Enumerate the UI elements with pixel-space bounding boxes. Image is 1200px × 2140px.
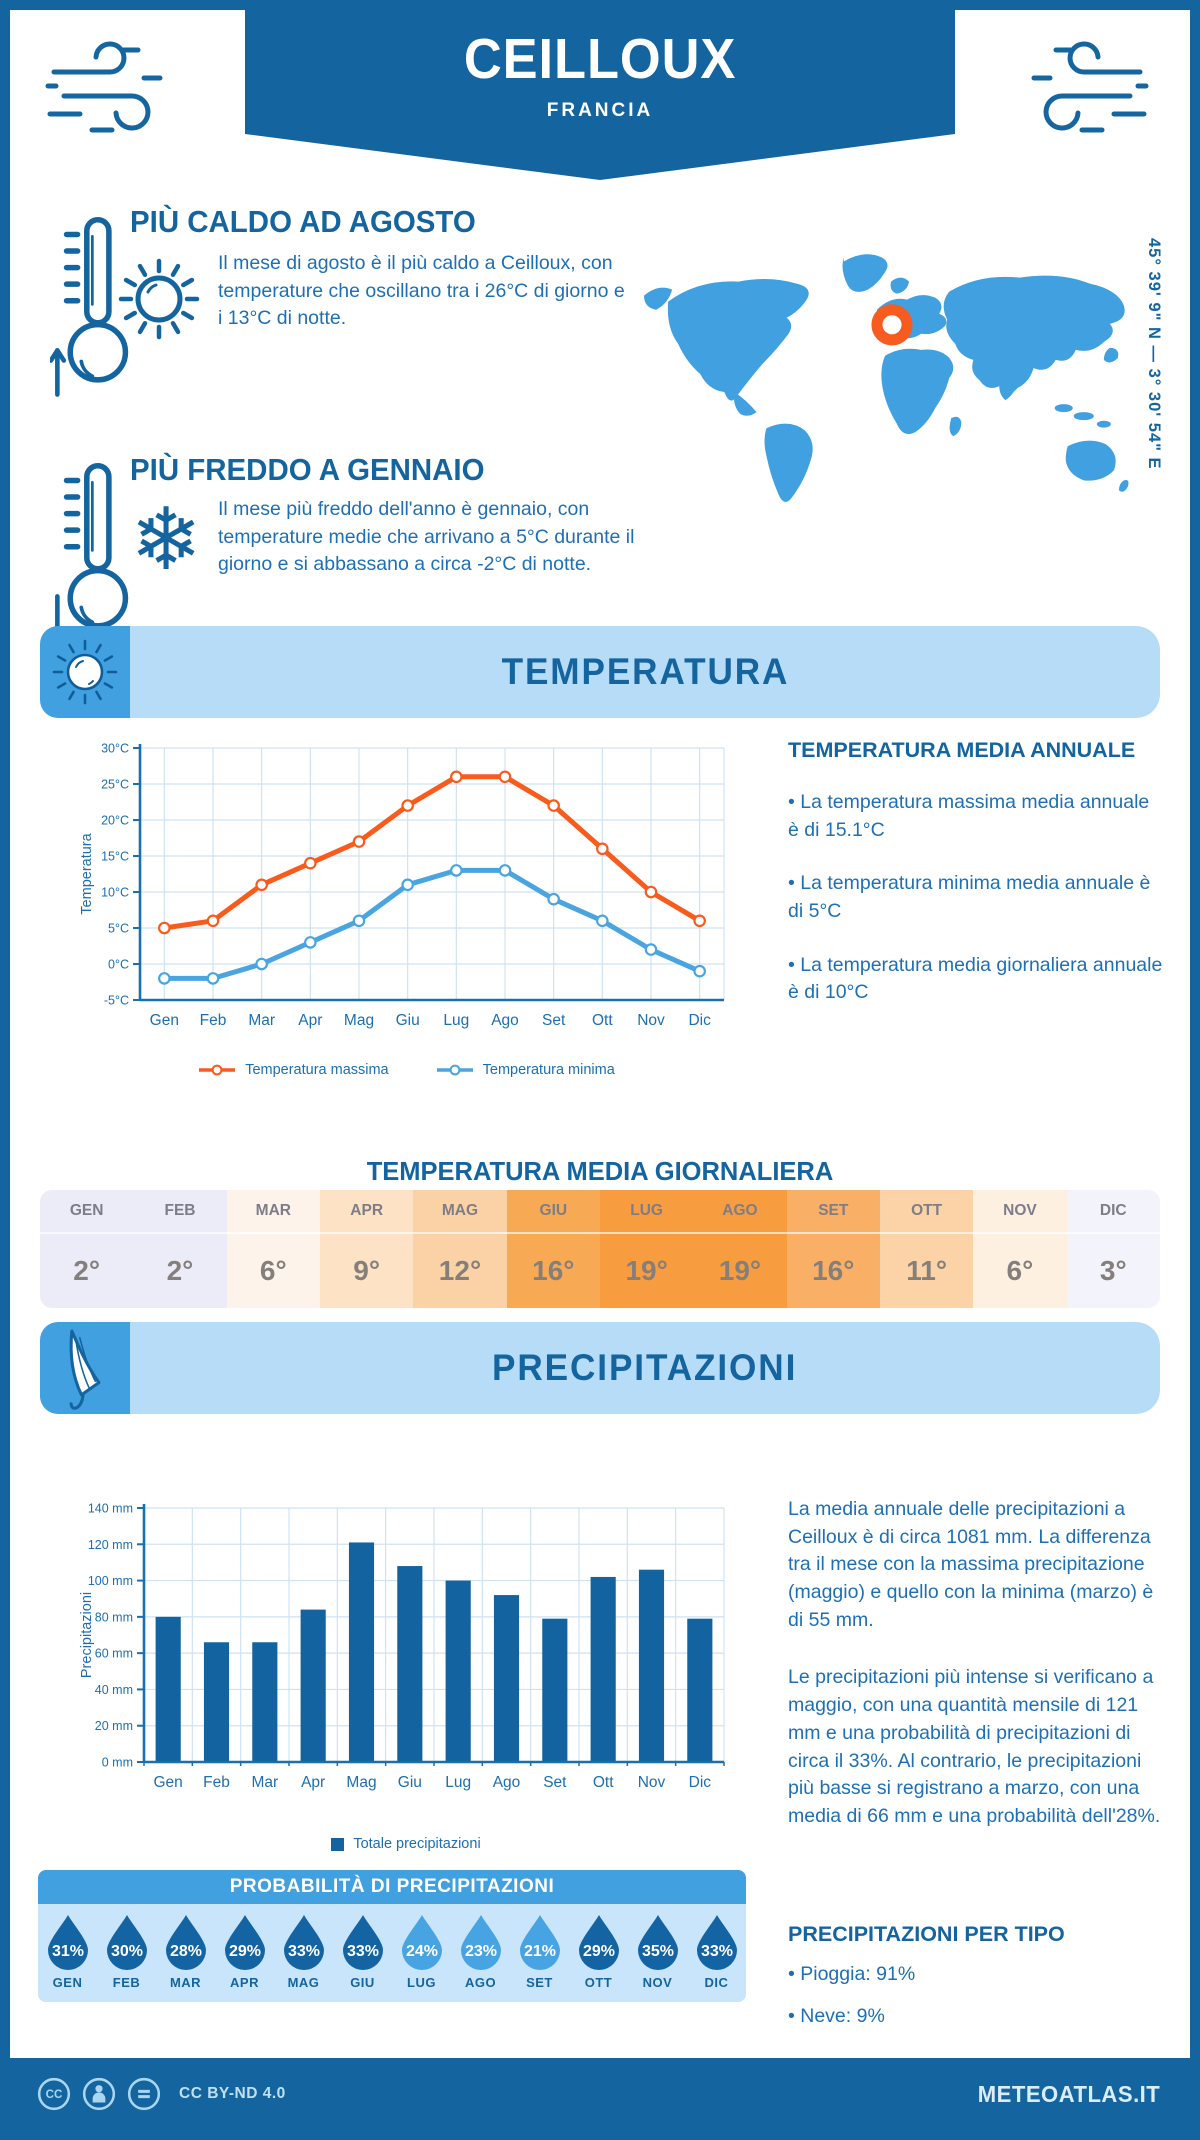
temp-table — [40, 1190, 1160, 1308]
temp-table-month: MAG — [413, 1190, 506, 1234]
bar-Ott — [591, 1577, 616, 1762]
by-type-item: • Neve: 9% — [788, 2005, 885, 2028]
svg-text:-5°C: -5°C — [103, 993, 129, 1008]
temp-table-column — [413, 1190, 506, 1308]
raindrop-icon — [517, 1914, 563, 1972]
svg-text:Apr: Apr — [298, 1012, 323, 1029]
precipitation-chart-legend — [76, 1836, 736, 1852]
svg-text:Temperatura: Temperatura — [79, 833, 95, 915]
svg-text:Mag: Mag — [346, 1774, 377, 1791]
temp-table-month: LUG — [600, 1190, 693, 1234]
location-marker — [877, 310, 907, 340]
temp-table-column — [507, 1190, 600, 1308]
cc-by-person-icon — [81, 2076, 117, 2112]
hot-month-text: Il mese di agosto è il più caldo a Ceilloux, con temperature che oscillano tra i 26°C di giorno e i 13°C di notte. — [218, 252, 625, 330]
temp-table-column — [227, 1190, 320, 1308]
probability-drop — [569, 1914, 628, 1990]
svg-text:21%: 21% — [523, 1943, 556, 1960]
probability-drop — [156, 1914, 215, 1990]
raindrop-icon — [222, 1914, 268, 1972]
temp-table-value: 6° — [259, 1255, 287, 1286]
raindrop-icon — [576, 1914, 622, 1972]
temperature-section-banner — [40, 626, 1160, 718]
bar-Dic — [687, 1619, 712, 1762]
svg-text:Mar: Mar — [248, 1012, 276, 1029]
sun-icon — [110, 250, 208, 348]
svg-text:Feb: Feb — [199, 1012, 227, 1029]
temp-table-month: DIC — [1067, 1190, 1160, 1234]
probability-drop — [215, 1914, 274, 1990]
svg-text:Gen: Gen — [153, 1774, 183, 1791]
page-title: CEILLOUX — [463, 27, 737, 91]
temp-table-month: AGO — [693, 1190, 786, 1234]
svg-text:29%: 29% — [582, 1943, 615, 1960]
data-point — [256, 880, 266, 890]
probability-drop — [687, 1914, 746, 1990]
svg-text:Giu: Giu — [397, 1774, 422, 1791]
data-point — [548, 894, 558, 904]
svg-text:Nov: Nov — [637, 1774, 666, 1791]
bar-Apr — [301, 1610, 326, 1762]
temp-table-column — [693, 1190, 786, 1308]
svg-text:33%: 33% — [700, 1943, 733, 1960]
temp-table-column — [880, 1190, 973, 1308]
svg-text:5°C: 5°C — [108, 921, 129, 936]
temperature-section-title: TEMPERATURA — [501, 651, 789, 692]
temp-table-value: 6° — [1006, 1255, 1034, 1286]
svg-text:100 mm: 100 mm — [87, 1574, 133, 1589]
temp-table-month: GEN — [40, 1190, 133, 1234]
probability-drops-row — [38, 1904, 746, 2002]
svg-text:33%: 33% — [287, 1943, 320, 1960]
precipitation-probability-panel — [38, 1870, 746, 2002]
probability-panel-title: PROBABILITÀ DI PRECIPITAZIONI — [38, 1870, 746, 1904]
probability-drop — [38, 1914, 97, 1990]
probability-drop — [451, 1914, 510, 1990]
probability-drop — [97, 1914, 156, 1990]
wind-icon — [40, 28, 192, 160]
temperature-chart-legend — [76, 1062, 736, 1078]
cc-license-icons — [36, 2076, 286, 2112]
svg-text:Lug: Lug — [443, 1012, 470, 1029]
temp-table-value: 9° — [353, 1255, 381, 1286]
svg-text:140 mm: 140 mm — [87, 1501, 133, 1516]
sun-banner-icon — [40, 626, 130, 718]
temp-table-month: GIU — [507, 1190, 600, 1234]
svg-text:29%: 29% — [228, 1943, 261, 1960]
svg-text:20°C: 20°C — [101, 813, 129, 828]
temp-table-column — [133, 1190, 226, 1308]
coordinates-label: 45° 39' 9" N — 3° 30' 54" E — [1145, 238, 1163, 470]
svg-text:60 mm: 60 mm — [94, 1646, 133, 1661]
legend-item: Temperatura minima — [435, 1062, 615, 1078]
annual-bullet: • La temperatura minima media annuale è di 5°C — [788, 872, 1151, 923]
svg-text:30%: 30% — [110, 1943, 143, 1960]
probability-month-label: APR — [230, 1975, 259, 1990]
bar-Feb — [204, 1642, 229, 1762]
probability-month-label: OTT — [584, 1975, 613, 1990]
data-point — [646, 887, 656, 897]
temp-table-value: 3° — [1099, 1255, 1127, 1286]
svg-text:Giu: Giu — [395, 1012, 420, 1029]
cold-month-title: PIÙ FREDDO A GENNAIO — [130, 452, 485, 487]
data-point — [305, 858, 315, 868]
probability-month-label: AGO — [464, 1975, 497, 1990]
cc-nd-icon — [126, 2076, 162, 2112]
svg-text:31%: 31% — [51, 1943, 84, 1960]
raindrop-icon — [340, 1914, 386, 1972]
annual-bullet: • La temperatura media giornaliera annuale è di 10°C — [788, 953, 1163, 1004]
probability-month-label: MAG — [287, 1975, 320, 1990]
data-point — [402, 800, 412, 810]
bar-Giu — [397, 1566, 422, 1762]
svg-text:Gen: Gen — [149, 1012, 179, 1029]
svg-text:15°C: 15°C — [101, 849, 129, 864]
umbrella-banner-icon — [40, 1322, 130, 1414]
svg-text:Ott: Ott — [592, 1774, 614, 1791]
precipitation-paragraph: La media annuale delle precipitazioni a Ceilloux è di circa 1081 mm. La differenza tra il mese con la massima precipitazione (maggio) e quello con la minima (marzo) è di 55 mm. — [788, 1498, 1154, 1631]
data-point — [548, 800, 558, 810]
header-banner — [245, 10, 955, 134]
daily-temperature-title: TEMPERATURA MEDIA GIORNALIERA — [366, 1158, 834, 1186]
annual-temperature-title: TEMPERATURA MEDIA ANNUALE — [788, 738, 1136, 762]
data-point — [451, 865, 461, 875]
raindrop-icon — [104, 1914, 150, 1972]
probability-month-label: NOV — [642, 1975, 673, 1990]
probability-drop — [510, 1914, 569, 1990]
bar-Set — [542, 1619, 567, 1762]
page-subtitle: FRANCIA — [546, 100, 654, 121]
svg-text:33%: 33% — [346, 1943, 379, 1960]
data-point — [597, 844, 607, 854]
svg-text:Mar: Mar — [251, 1774, 279, 1791]
svg-text:Nov: Nov — [637, 1012, 665, 1029]
data-point — [500, 772, 510, 782]
footer-bar — [10, 2058, 1190, 2130]
raindrop-icon — [399, 1914, 445, 1972]
license-label: CC BY-ND 4.0 — [179, 2085, 286, 2102]
temp-table-month: NOV — [973, 1190, 1066, 1234]
wind-icon — [1002, 28, 1154, 160]
svg-text:Mag: Mag — [343, 1012, 375, 1029]
data-point — [597, 916, 607, 926]
temp-table-value: 2° — [73, 1255, 101, 1286]
by-type-item: • Pioggia: 91% — [788, 1963, 916, 1985]
probability-month-label: DIC — [704, 1975, 729, 1990]
precipitation-bar-chart — [76, 1496, 736, 1796]
data-point — [159, 923, 169, 933]
probability-drop — [628, 1914, 687, 1990]
svg-text:25°C: 25°C — [101, 777, 129, 792]
bar-Lug — [446, 1581, 471, 1762]
data-point — [354, 916, 364, 926]
svg-text:23%: 23% — [464, 1943, 497, 1960]
temperature-line-chart — [76, 734, 736, 1034]
raindrop-icon — [458, 1914, 504, 1972]
raindrop-icon — [45, 1914, 91, 1972]
bar-Ago — [494, 1595, 519, 1762]
bar-Nov — [639, 1570, 664, 1762]
svg-text:Apr: Apr — [301, 1774, 326, 1791]
legend-label: Totale precipitazioni — [353, 1836, 481, 1852]
svg-text:20 mm: 20 mm — [94, 1719, 133, 1734]
temp-table-month: MAR — [227, 1190, 320, 1234]
svg-text:80 mm: 80 mm — [94, 1610, 133, 1625]
annual-temperature-block — [788, 738, 1164, 1007]
data-point — [208, 973, 218, 983]
temp-table-column — [973, 1190, 1066, 1308]
raindrop-icon — [694, 1914, 740, 1972]
svg-text:40 mm: 40 mm — [94, 1682, 133, 1697]
svg-text:24%: 24% — [405, 1943, 438, 1960]
data-point — [354, 836, 364, 846]
precipitation-section-banner — [40, 1322, 1160, 1414]
svg-text:30°C: 30°C — [101, 741, 129, 756]
data-point — [694, 966, 704, 976]
temp-table-month: SET — [787, 1190, 880, 1234]
svg-text:0 mm: 0 mm — [101, 1755, 133, 1770]
bar-Gen — [156, 1617, 181, 1762]
probability-month-label: SET — [526, 1975, 553, 1990]
svg-text:Ott: Ott — [591, 1012, 613, 1029]
data-point — [500, 865, 510, 875]
precipitation-banner-body — [130, 1322, 1160, 1414]
header-banner-chevron — [245, 134, 955, 180]
temp-table-value: 19° — [625, 1255, 668, 1286]
cc-icon — [36, 2076, 72, 2112]
svg-text:Dic: Dic — [688, 1774, 712, 1791]
site-name: METEOATLAS.IT — [977, 2080, 1161, 2107]
probability-month-label: GIU — [350, 1975, 375, 1990]
probability-month-label: FEB — [112, 1975, 141, 1990]
data-point — [646, 944, 656, 954]
probability-month-label: GEN — [52, 1975, 83, 1990]
precipitation-by-type-title: PRECIPITAZIONI PER TIPO — [788, 1922, 1065, 1946]
svg-text:Lug: Lug — [445, 1774, 472, 1791]
temp-table-column — [600, 1190, 693, 1308]
probability-month-label: LUG — [407, 1975, 436, 1990]
probability-drop — [392, 1914, 451, 1990]
temp-table-value: 19° — [718, 1255, 762, 1286]
svg-text:Set: Set — [543, 1774, 567, 1791]
precipitation-summary — [788, 1496, 1166, 1861]
probability-month-label: MAR — [169, 1975, 202, 1990]
svg-text:CC: CC — [45, 2088, 63, 2102]
temp-table-column — [787, 1190, 880, 1308]
svg-text:10°C: 10°C — [101, 885, 129, 900]
svg-text:Ago: Ago — [491, 1012, 519, 1029]
bar-Mar — [252, 1642, 277, 1762]
raindrop-icon — [635, 1914, 681, 1972]
temp-table-column — [1067, 1190, 1160, 1308]
temp-table-column — [320, 1190, 413, 1308]
bar-Mag — [349, 1542, 374, 1762]
svg-text:Precipitazioni: Precipitazioni — [79, 1591, 95, 1679]
svg-text:Feb: Feb — [203, 1774, 230, 1791]
temp-table-month: APR — [320, 1190, 413, 1234]
temp-table-value: 16° — [812, 1255, 855, 1286]
legend-item: Temperatura massima — [197, 1062, 388, 1078]
precipitation-section-title: PRECIPITAZIONI — [492, 1347, 798, 1388]
cold-month-text: Il mese più freddo dell'anno è gennaio, con temperature medie che arrivano a 5°C durante il giorno e si abbassano a circa -2°C di notte. — [218, 498, 635, 576]
svg-text:Ago: Ago — [492, 1774, 521, 1791]
annual-bullet: • La temperatura massima media annuale è di 15.1°C — [788, 791, 1150, 841]
world-map — [638, 208, 1140, 556]
data-point — [402, 880, 412, 890]
raindrop-icon — [163, 1914, 209, 1972]
svg-text:35%: 35% — [641, 1943, 674, 1960]
data-point — [159, 973, 169, 983]
data-point — [694, 916, 704, 926]
temp-table-value: 12° — [438, 1255, 482, 1286]
svg-text:Dic: Dic — [688, 1012, 711, 1029]
temperature-banner-body — [130, 626, 1160, 718]
precipitation-paragraph: Le precipitazioni più intense si verificano a maggio, con una quantità mensile di 121 mm e una probabilità di precipitazioni di circa il 33%. Al contrario, le precipitazioni più basse si registrano a marzo, con una media di 66 mm e una probabilità dell'28%. — [788, 1666, 1161, 1827]
temp-table-value: 16° — [532, 1255, 575, 1286]
probability-drop — [274, 1914, 333, 1990]
data-point — [451, 772, 461, 782]
svg-text:Set: Set — [542, 1012, 566, 1029]
temp-table-month: FEB — [133, 1190, 226, 1234]
temp-table-month: OTT — [880, 1190, 973, 1234]
probability-drop — [333, 1914, 392, 1990]
raindrop-icon — [281, 1914, 327, 1972]
svg-text:0°C: 0°C — [108, 957, 129, 972]
data-point — [256, 959, 266, 969]
temp-table-value: 2° — [166, 1255, 194, 1286]
temp-table-value: 11° — [906, 1255, 948, 1286]
snowflake-icon: ❄ — [129, 490, 203, 590]
svg-text:28%: 28% — [169, 1943, 202, 1960]
legend-swatch — [331, 1838, 344, 1851]
svg-text:120 mm: 120 mm — [87, 1537, 133, 1552]
precipitation-by-type-block — [788, 1922, 1168, 2031]
hot-month-title: PIÙ CALDO AD AGOSTO — [130, 204, 476, 239]
data-point — [208, 916, 218, 926]
temp-table-column — [40, 1190, 133, 1308]
data-point — [305, 937, 315, 947]
